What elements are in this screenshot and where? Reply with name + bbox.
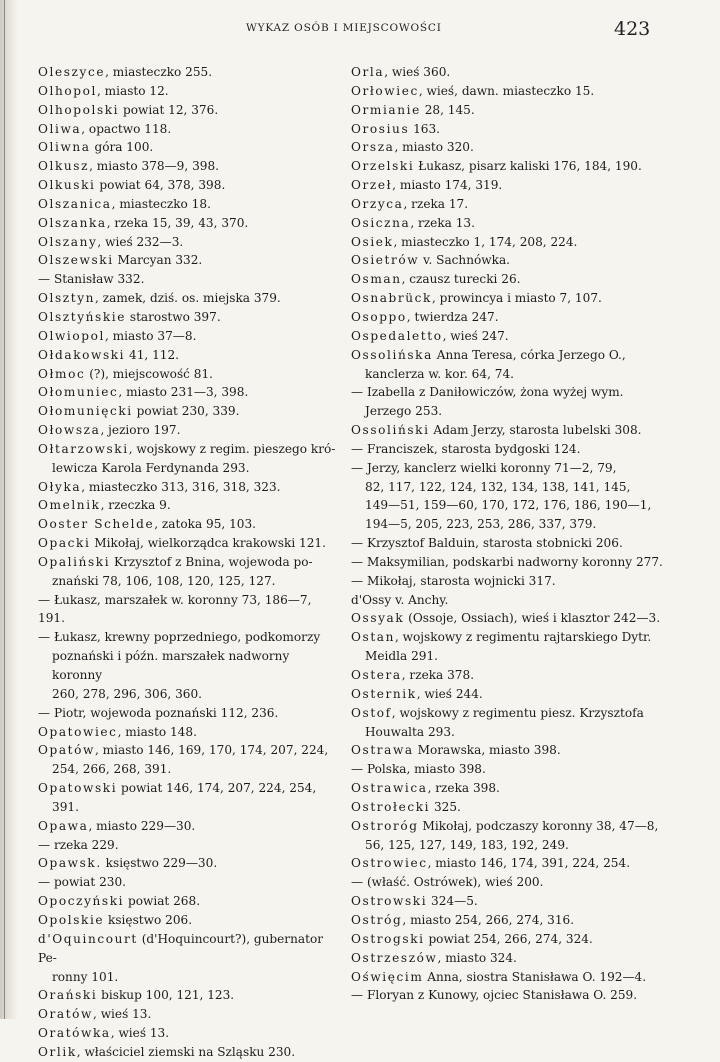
index-entry-text: , miasteczko 313, 316, 318, 323. (81, 479, 281, 494)
index-entry-text: 163. (409, 121, 441, 136)
index-entry-text: , miasto 12. (96, 83, 169, 98)
index-entry-text: Mikołaj, podczaszy koronny 38, 47—8, (418, 818, 659, 833)
index-entry-headword: Orsza (351, 140, 395, 155)
index-entry (351, 628, 681, 647)
index-entry-headword: Opawa (38, 818, 89, 833)
index-entry (351, 609, 681, 628)
index-entry-text: , miasto 320. (394, 140, 474, 155)
index-entry-continuation: 149—51, 159—60, 170, 172, 176, 186, 190—1, (365, 498, 652, 513)
index-entry-text: (Ossoje, Ossiach), wieś i klasztor 242—3. (404, 611, 661, 626)
index-subentry-text: — rzeka 229. (38, 837, 119, 852)
index-entry-headword: Ostroróg (351, 818, 419, 833)
index-entry (351, 930, 681, 949)
index-entry-headword: Olszewski (38, 253, 114, 268)
index-entry-headword: Olwiopol (38, 328, 105, 343)
index-entry-headword: Osoppo (351, 309, 407, 324)
index-entry-text: 325. (430, 799, 461, 814)
page-number: 423 (614, 18, 651, 40)
index-entry-headword: Ostrowski (351, 894, 428, 909)
index-entry-headword: Orla (351, 65, 385, 79)
index-entry (38, 233, 341, 252)
index-entry (38, 308, 341, 327)
index-entry-headword: Olhopolski (38, 102, 120, 117)
index-entry (351, 553, 681, 572)
index-entry-text: , wieś 232—3. (97, 234, 184, 249)
index-entry (38, 63, 341, 82)
index-entry-text: Łukasz, pisarz kaliski 176, 184, 190. (414, 159, 642, 174)
index-subentry-text: d'Ossy v. Anchy. (351, 592, 449, 607)
index-entry-headword: Ostróg (351, 912, 403, 927)
index-entry (38, 478, 341, 497)
index-entry-text: , miasto 229—30. (88, 818, 196, 833)
index-entry (38, 836, 341, 855)
index-entry (38, 854, 341, 873)
index-column-left (38, 63, 341, 1062)
index-entry-headword: Ostrołecki (351, 799, 431, 814)
index-entry-text: , czausz turecki 26. (401, 272, 521, 287)
index-entry (38, 365, 341, 384)
index-entry-text: , prowincya i miasto 7, 107. (431, 291, 602, 306)
index-entry-continuation: 56, 125, 127, 149, 183, 192, 249. (365, 837, 569, 852)
index-entry-text: , wieś 360. (384, 65, 451, 79)
index-subentry-text: — Krzysztof Balduin, starosta stobnicki 206. (351, 536, 623, 551)
index-entry (38, 741, 341, 760)
index-entry (351, 138, 681, 157)
index-entry (351, 195, 681, 214)
index-entry-text: , miasteczko 1, 174, 208, 224. (393, 234, 578, 249)
index-entry-headword: Ostrogski (351, 931, 425, 946)
index-entry-text: , miasto 231—3, 398. (118, 385, 249, 400)
index-entry-text: , miasto 378—9, 398. (89, 159, 219, 174)
index-entry (38, 138, 341, 157)
index-entry-headword: Osiczna (351, 215, 411, 230)
index-entry-headword: Opacki (38, 536, 91, 551)
index-entry (351, 666, 681, 685)
index-entry-headword: Ossoliński (351, 423, 430, 438)
index-entry-headword: Osternik (351, 686, 417, 701)
index-entry-text: , wieś, dawn. miasteczko 15. (418, 83, 595, 98)
index-entry (38, 195, 341, 214)
index-entry-headword: Ołomunięcki (38, 404, 133, 419)
index-entry-continuation: poznański i późn. marszałek nadworny koronny (52, 649, 290, 682)
index-entry-text: góra 100. (90, 140, 154, 155)
index-subentry-text: — Floryan z Kunowy, ojciec Stanisława O. 259. (351, 988, 638, 1003)
index-entry-text: , wieś 13. (93, 1007, 152, 1022)
index-entry-headword: Olszanka (38, 215, 107, 230)
index-entry-headword: Olsztyn (38, 291, 96, 306)
index-entry (38, 176, 341, 195)
index-entry (351, 270, 681, 289)
index-entry (38, 157, 341, 176)
index-entry-text: powiat 230, 339. (132, 404, 240, 419)
index-entry-headword: Ormianie (351, 102, 421, 117)
index-entry (351, 157, 681, 176)
index-entry-headword: Ostof (351, 705, 392, 720)
index-entry-headword: Olkusz (38, 159, 90, 174)
index-entry (351, 968, 681, 987)
index-entry (351, 233, 681, 252)
index-entry-headword: Orlik (38, 1044, 77, 1059)
index-entry (38, 327, 341, 346)
index-entry (38, 496, 341, 515)
index-entry-text: , twierdza 247. (406, 309, 499, 324)
index-entry (351, 251, 681, 270)
index-entry-text: , rzeka 398. (427, 781, 500, 796)
index-entry (38, 553, 341, 572)
index-entry (351, 440, 681, 459)
index-column-right (351, 63, 681, 1005)
index-entry (38, 911, 341, 930)
index-entry-headword: Olsztyńskie (38, 309, 127, 324)
index-entry-headword: Oleszyce (38, 65, 106, 79)
index-entry-text: 324—5. (427, 894, 478, 909)
index-entry (351, 308, 681, 327)
index-entry (351, 798, 681, 817)
index-subentry-text: — Piotr, wojewoda poznański 112, 236. (38, 705, 279, 720)
index-entry-text: księstwo 206. (104, 912, 193, 927)
index-entry-headword: Olszanica (38, 196, 112, 211)
index-subentry-text: — Franciszek, starosta bydgoski 124. (351, 441, 581, 456)
index-entry-continuation: 260, 278, 296, 306, 360. (52, 686, 203, 701)
index-entry-headword: Ossolińska (351, 347, 433, 362)
index-entry (351, 760, 681, 779)
index-entry (38, 704, 341, 723)
index-entry (351, 911, 681, 930)
index-entry-headword: Orański (38, 988, 98, 1003)
index-entry-headword: Ossyak (351, 611, 405, 626)
index-entry-headword: Orzelski (351, 159, 415, 174)
index-entry-headword: Olszany (38, 234, 98, 249)
index-entry (351, 741, 681, 760)
index-entry-text: , zatoka 95, 103. (154, 517, 257, 532)
index-entry-text: Marcyan 332. (113, 253, 203, 268)
index-entry-text: , wieś 244. (416, 686, 483, 701)
index-entry (351, 892, 681, 911)
index-entry (38, 251, 341, 270)
index-entry (38, 120, 341, 139)
index-entry-headword: Oratów (38, 1007, 93, 1022)
index-entry (351, 817, 681, 836)
index-entry-text: , jezioro 197. (100, 423, 181, 438)
index-entry-continuation: Meidla 291. (365, 649, 438, 664)
index-entry-text: powiat 268. (124, 894, 201, 909)
index-entry-text: , opactwo 118. (81, 121, 172, 136)
index-entry (351, 779, 681, 798)
index-entry (351, 214, 681, 233)
index-entry (351, 986, 681, 1005)
index-entry-headword: Oświęcim (351, 969, 424, 984)
index-entry (38, 214, 341, 233)
index-entry (351, 346, 681, 365)
index-subentry-text: — Łukasz, krewny poprzedniego, podkomorzy (38, 630, 321, 645)
index-entry-text: 41, 112. (125, 347, 180, 362)
index-entry-continuation: 82, 117, 122, 124, 132, 134, 138, 141, 145, (365, 479, 631, 494)
index-entry-text: powiat 254, 266, 274, 324. (424, 931, 593, 946)
index-entry (38, 421, 341, 440)
index-entry-headword: Olhopol (38, 83, 97, 98)
index-entry (38, 383, 341, 402)
index-entry-text: , miasto 174, 319. (392, 178, 503, 193)
index-entry-text: , miasto 37—8. (104, 328, 197, 343)
page-header (0, 18, 720, 42)
index-entry-text: , miasto 254, 266, 274, 316. (402, 912, 575, 927)
index-entry (351, 383, 681, 402)
index-subentry-text: — Izabella z Daniłowiczów, żona wyżej wym. (351, 385, 624, 400)
index-entry-text: (?), miejscowość 81. (85, 366, 214, 381)
index-entry-text: , miasto 146, 174, 391, 224, 254. (427, 856, 631, 871)
index-entry (351, 873, 681, 892)
index-entry-headword: Osnabrück (351, 291, 432, 306)
index-entry-text: (d'Hoquincourt?), gubernator Pe- (38, 931, 324, 965)
index-entry-headword: Ołyka (38, 479, 82, 494)
index-entry (38, 779, 341, 798)
index-entry (351, 459, 681, 478)
index-entry-text: księstwo 229—30. (101, 856, 218, 871)
index-entry-text: v. Sachnówka. (419, 253, 511, 268)
index-entry-text: starostwo 397. (126, 309, 221, 324)
index-entry-headword: Olkuski (38, 178, 96, 193)
index-entry-text: , wojskowy z regimentu rajtarskiego Dytr. (394, 630, 652, 645)
index-entry-text: powiat 12, 376. (119, 102, 219, 117)
index-entry-headword: Ostan (351, 630, 395, 645)
index-entry-headword: Oratówka (38, 1026, 111, 1041)
index-entry-headword: Opolskie (38, 912, 105, 927)
index-subentry-text: — (właść. Ostrówek), wieś 200. (351, 875, 544, 890)
index-entry-text: , miasto 148. (117, 724, 197, 739)
index-entry (38, 440, 341, 459)
index-entry (351, 572, 681, 591)
index-entry-text: , wojskowy z regimentu piesz. Krzysztofa (391, 705, 644, 720)
index-entry-headword: Opoczyński (38, 894, 125, 909)
page-title: WYKAZ OSÓB I MIEJSCOWOŚCI (246, 22, 442, 34)
index-entry-text: , rzeczka 9. (100, 498, 171, 513)
index-entry-headword: Opawsk. (38, 856, 102, 871)
index-entry-headword: d'Oquincourt (38, 931, 138, 946)
index-entry (38, 289, 341, 308)
index-entry-text: , wieś 13. (110, 1026, 170, 1041)
index-entry-text: , miasteczko 255. (105, 65, 213, 79)
index-entry-continuation: znański 78, 106, 108, 120, 125, 127. (52, 573, 276, 588)
index-entry (351, 685, 681, 704)
index-entry-text: biskup 100, 121, 123. (97, 988, 235, 1003)
index-entry-headword: Opatowiec (38, 724, 118, 739)
index-entry-headword: Ostera (351, 668, 402, 682)
index-entry (38, 1043, 341, 1062)
index-entry (38, 346, 341, 365)
index-entry-text: , rzeka 13. (410, 215, 475, 230)
index-entry-headword: Ołowsza (38, 423, 101, 438)
index-entry-continuation: 254, 266, 268, 391. (52, 762, 172, 777)
index-entry (351, 63, 681, 82)
index-entry (351, 120, 681, 139)
index-entry-continuation: kanclerza w. kor. 64, 74. (365, 366, 514, 381)
book-spine-shadow (0, 0, 18, 1019)
index-entry-text: , rzeka 15, 39, 43, 370. (106, 215, 249, 230)
index-entry-continuation: lewicza Karola Ferdynanda 293. (52, 460, 250, 475)
index-entry (38, 270, 341, 289)
index-entry-headword: Orzeł (351, 178, 393, 193)
index-entry (351, 704, 681, 723)
index-entry-headword: Orzyca (351, 196, 404, 211)
index-entry-headword: Ostrawa (351, 743, 414, 758)
index-entry (38, 534, 341, 553)
index-entry-text: Mikołaj, wielkorządca krakowski 121. (90, 536, 326, 551)
index-entry-headword: Ołomuniec (38, 385, 119, 400)
index-entry-headword: Oliwna (38, 140, 91, 155)
index-entry-text: Krzysztof z Bnina, wojewoda po- (110, 554, 313, 569)
index-entry-headword: Osiek (351, 234, 394, 249)
index-subentry-text: — Mikołaj, starosta wojnicki 317. (351, 573, 556, 588)
index-entry-text: , miasteczko 18. (111, 196, 211, 211)
index-entry-text: , rzeka 17. (403, 196, 469, 211)
index-entry (38, 892, 341, 911)
index-subentry-text: — Stanisław 332. (38, 272, 145, 287)
index-entry-headword: Opatów (38, 743, 95, 758)
book-binding-edge (4, 0, 5, 1019)
index-entry-text: Adam Jerzy, starosta lubelski 308. (429, 423, 642, 438)
index-entry (351, 327, 681, 346)
index-entry-text: powiat 146, 174, 207, 224, 254, (117, 781, 317, 796)
index-entry (38, 82, 341, 101)
index-entry-text: , wojskowy z regim. pieszego kró- (128, 441, 336, 456)
index-entry (38, 402, 341, 421)
index-subentry-text: — Łukasz, marszałek w. koronny 73, 186—7, 191. (38, 592, 312, 626)
index-entry-text: , właściciel ziemski na Szląsku 230. (76, 1044, 296, 1059)
index-entry-continuation: ronny 101. (52, 969, 119, 984)
index-entry (351, 591, 681, 610)
index-entry-headword: Opaliński (38, 554, 111, 569)
index-entry-continuation: Houwalta 293. (365, 724, 455, 739)
index-entry-headword: Osman (351, 272, 402, 287)
index-entry-headword: Ołdakowski (38, 347, 126, 362)
index-entry-headword: Oliwa (38, 121, 82, 136)
index-entry-headword: Ostrowiec (351, 856, 428, 871)
index-entry (351, 534, 681, 553)
index-entry (351, 101, 681, 120)
index-entry (38, 1024, 341, 1043)
index-entry-headword: Osietrów (351, 253, 420, 268)
index-entry-text: , rzeka 378. (401, 668, 475, 682)
index-entry-text: Morawska, miasto 398. (413, 743, 561, 758)
index-entry-text: , miasto 146, 169, 170, 174, 207, 224, (94, 743, 329, 758)
index-entry-text: Anna, siostra Stanisława O. 192—4. (423, 969, 647, 984)
index-entry (38, 1005, 341, 1024)
index-entry-headword: Ołmoc (38, 366, 86, 381)
index-entry (351, 82, 681, 101)
index-entry-headword: Ostrzeszów (351, 950, 438, 965)
index-entry-text: , zamek, dziś. os. miejska 379. (95, 291, 281, 306)
index-entry (38, 591, 341, 629)
index-entry (38, 723, 341, 742)
index-entry-headword: Ospedaletto (351, 328, 443, 343)
index-entry-continuation: 194—5, 205, 223, 253, 286, 337, 379. (365, 517, 597, 532)
index-entry (38, 986, 341, 1005)
index-entry (351, 289, 681, 308)
index-entry (351, 421, 681, 440)
index-entry-headword: Ołtarzowski (38, 441, 129, 456)
index-entry (38, 628, 341, 647)
index-entry-text: Anna Teresa, córka Jerzego O., (432, 347, 626, 362)
index-entry-text: , wieś 247. (442, 328, 509, 343)
index-subentry-text: — Maksymilian, podskarbi nadworny koronny 277. (351, 554, 663, 569)
index-entry-text: powiat 64, 378, 398. (95, 178, 226, 193)
index-entry (351, 854, 681, 873)
index-entry (38, 873, 341, 892)
index-entry-headword: Ostrawica (351, 781, 428, 796)
index-entry (351, 949, 681, 968)
index-entry-headword: Omelnik (38, 498, 101, 513)
index-entry-continuation: 391. (52, 799, 79, 814)
index-entry (351, 176, 681, 195)
index-entry-headword: Ooster Schelde (38, 517, 155, 532)
index-subentry-text: — Polska, miasto 398. (351, 762, 486, 777)
index-subentry-text: — powiat 230. (38, 875, 127, 890)
index-entry-headword: Opatowski (38, 781, 118, 796)
index-entry (38, 930, 341, 968)
index-entry-headword: Orosius (351, 121, 410, 136)
index-entry-text: 28, 145. (420, 102, 475, 117)
index-entry-headword: Orłowiec (351, 83, 419, 98)
index-subentry-text: — Jerzy, kanclerz wielki koronny 71—2, 79, (351, 460, 617, 475)
index-entry-continuation: Jerzego 253. (365, 404, 443, 419)
index-entry (38, 101, 341, 120)
index-entry (38, 817, 341, 836)
index-entry-text: , miasto 324. (437, 950, 517, 965)
index-entry (38, 515, 341, 534)
